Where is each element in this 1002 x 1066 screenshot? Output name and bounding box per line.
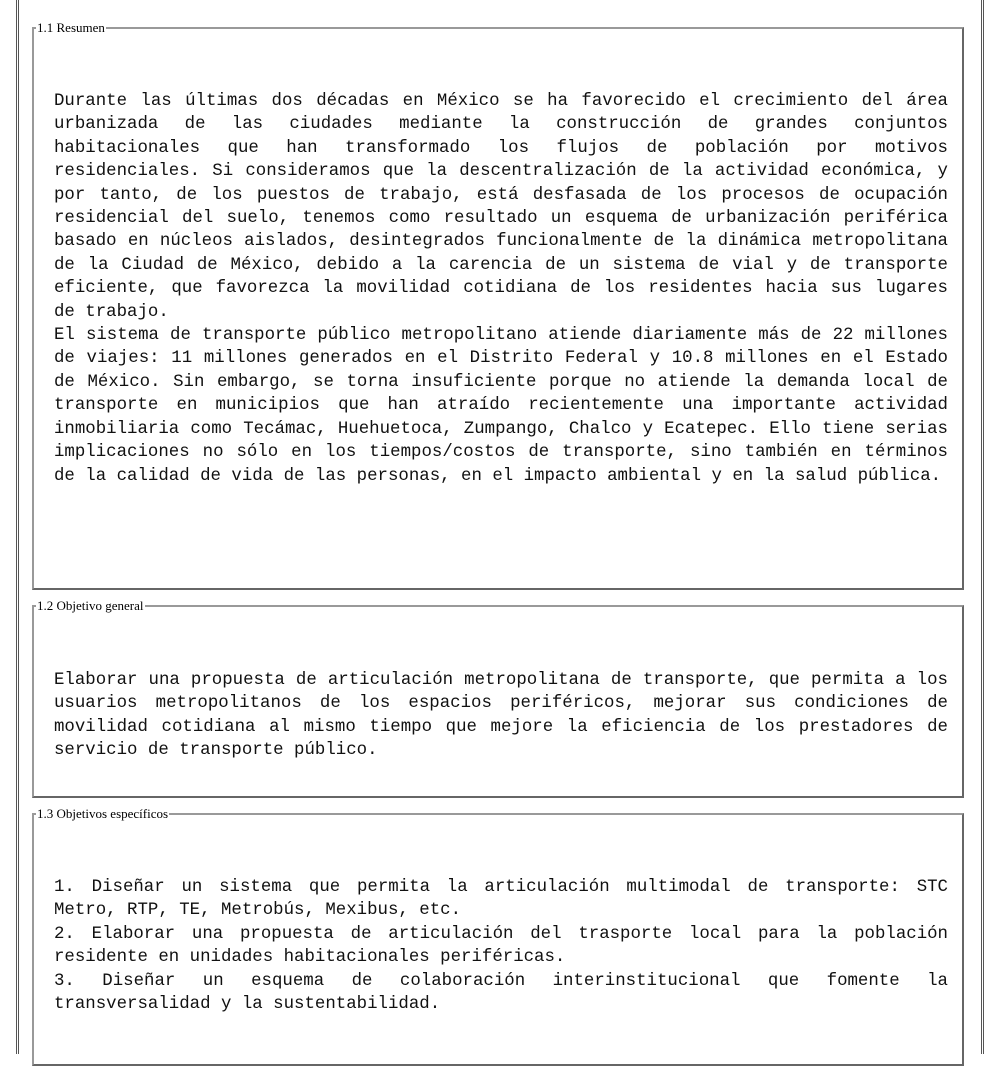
section-body — [54, 90, 948, 488]
section-resumen — [32, 20, 964, 590]
page-border-right — [981, 0, 984, 1054]
section-objetivos-especificos — [32, 806, 964, 1066]
paragraph: El sistema de transporte público metropolitano atiende diariamente más de 22 millones de viajes: 11 millones generados en el Distrito Federal y 10.8 millones en el Estado de México. Sin embargo, se torna insuficiente porque no atiende la demanda local de transporte en municipios que han atraído recientemente una importante actividad inmobiliaria como Tecámac, Huehuetoca, Zumpango, Chalco y Ecatepec. Ello tiene serias implicaciones no sólo en los tiempos/costos de transporte, sino también en términos de la calidad de vida de las personas, en el impacto ambiental y en la salud pública. — [54, 326, 948, 486]
section-title: 1.2 Objetivo general — [37, 598, 144, 613]
section-body — [54, 669, 948, 763]
section-title: 1.3 Objetivos específicos — [37, 806, 169, 821]
page-border-left — [16, 0, 19, 1054]
list-item: 3. Diseñar un esquema de colaboración interinstitucional que fomente la transversalidad y la sustentabilidad. — [54, 971, 948, 1015]
paragraph: Durante las últimas dos décadas en México se ha favorecido el crecimiento del área urbanizada de las ciudades mediante la construcción de grandes conjuntos habitacionales que han transformado los flujos de población por motivos residenciales. Si consideramos que la descentralización de la actividad económica, y por tanto, de los puestos de trabajo, está desfasada de los procesos de ocupación residencial del suelo, tenemos como resultado un esquema de urbanización periférica basado en núcleos aislados, desintegrados funcionalmente de la dinámica metropolitana de la Ciudad de México, debido a la carencia de un sistema de vial y de transporte eficiente, que favorezca la movilidad cotidiana de los residentes hacia sus lugares de trabajo. — [54, 92, 948, 322]
list-item: 1. Diseñar un sistema que permita la articulación multimodal de transporte: STC Metro, RTP, TE, Metrobús, Mexibus, etc. — [54, 878, 948, 921]
section-title: 1.1 Resumen — [37, 20, 105, 35]
section-objetivo-general — [32, 598, 964, 798]
list-item: 2. Elaborar una propuesta de articulación del trasporte local para la población residente en unidades habitacionales periféricas. — [54, 924, 948, 968]
paragraph: Elaborar una propuesta de articulación metropolitana de transporte, que permita a los usuarios metropolitanos de los espacios periféricos, mejorar sus condiciones de movilidad cotidiana al mismo tiempo que mejore la eficiencia de los prestadores de servicio de transporte público. — [54, 671, 948, 761]
section-body — [54, 876, 948, 1016]
